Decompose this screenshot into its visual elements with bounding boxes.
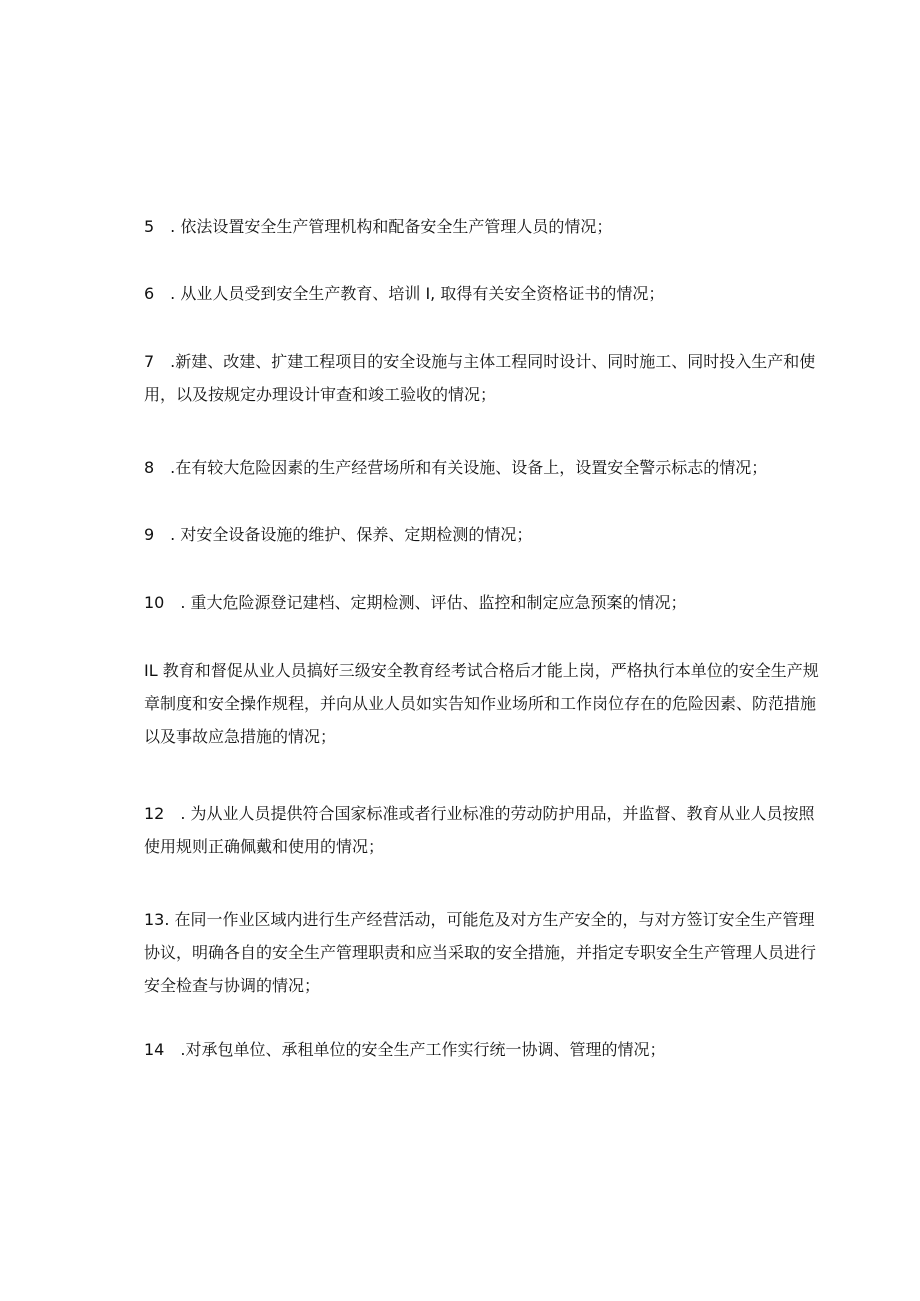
clause-item-7: 7 .新建、改建、扩建工程项目的安全设施与主体工程同时设计、同时施工、同时投入生产和使用，以及按规定办理设计审查和竣工验收的情况；: [144, 352, 816, 404]
clause-item-14: 14 .对承包单位、承租单位的安全生产工作实行统一协调、管理的情况；: [144, 1040, 666, 1059]
clause-item-12: 12 . 为从业人员提供符合国家标准或者行业标准的劳动防护用品，并监督、教育从业人员按照使用规则正确佩戴和使用的情况；: [144, 804, 815, 856]
clause-item-13: 13. 在同一作业区域内进行生产经营活动，可能危及对方生产安全的，与对方签订安全生产管理协议，明确各自的安全生产管理职责和应当采取的安全措施，并指定专职安全生产管理人员进行安全检查与协调的情况；: [144, 910, 817, 995]
clause-item-8: 8 .在有较大危险因素的生产经营场所和有关设施、设备上，设置安全警示标志的情况；: [144, 458, 768, 477]
clause-item-10: 10 . 重大危险源登记建档、定期检测、评估、监控和制定应急预案的情况；: [144, 593, 687, 612]
clause-item-9: 9 . 对安全设备设施的维护、保养、定期检测的情况；: [144, 525, 533, 544]
clause-item-11: IL 教育和督促从业人员搞好三级安全教育经考试合格后才能上岗，严格执行本单位的安全生产规章制度和安全操作规程，并向从业人员如实告知作业场所和工作岗位存在的危险因素、防范措施以及事故应急措施的情况；: [144, 661, 819, 746]
clause-item-6: 6 . 从业人员受到安全生产教育、培训 I, 取得有关安全资格证书的情况；: [144, 284, 665, 303]
clause-item-5: 5 . 依法设置安全生产管理机构和配备安全生产管理人员的情况；: [144, 217, 613, 236]
